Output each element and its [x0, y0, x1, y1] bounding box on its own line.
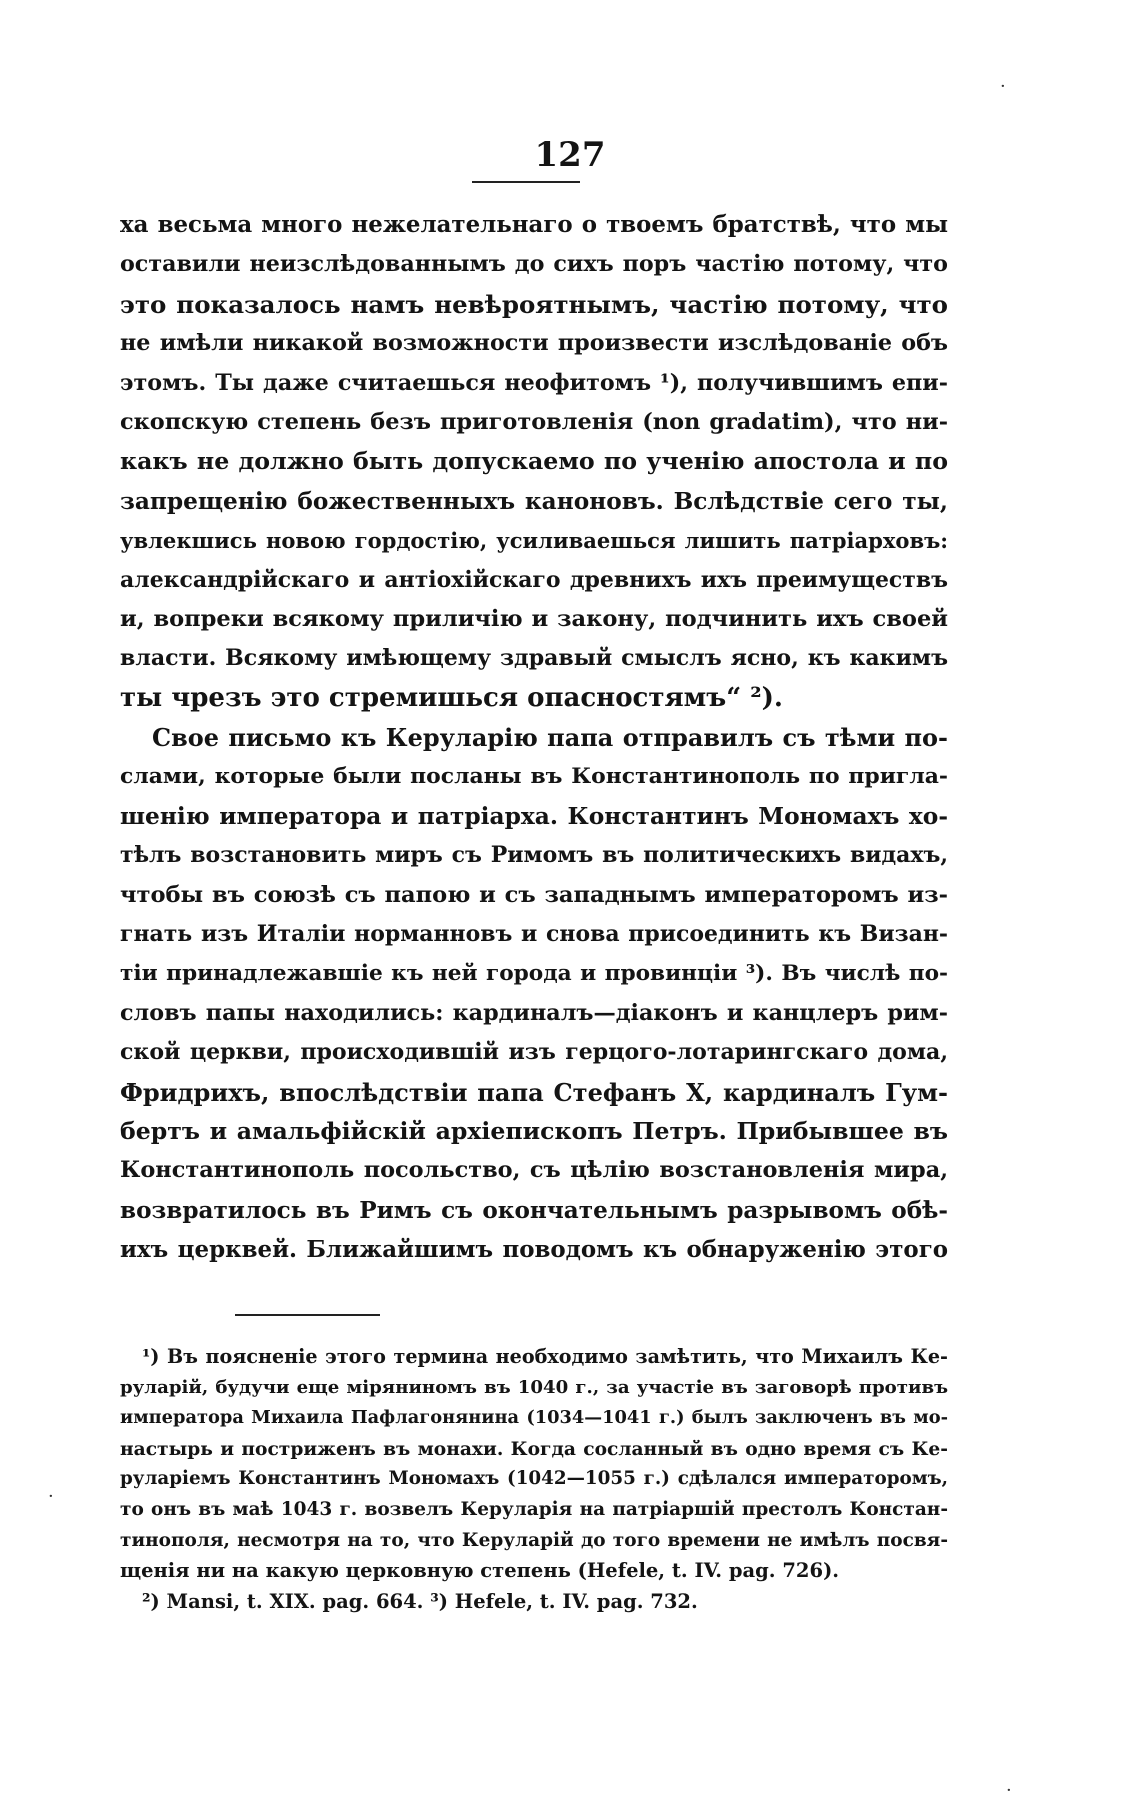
- footnote-line: руларій, будучи еще міряниномъ въ 1040 г., за участіе въ заговорѣ противъ: [120, 1376, 948, 1398]
- page-number-rule: [472, 181, 580, 183]
- text-line: какъ не должно быть допускаемо по ученію апостола и по: [120, 447, 948, 476]
- text-line: бертъ и амальфійскій архіепископъ Петръ. Прибывшее въ: [120, 1116, 948, 1145]
- text-line: словъ папы находились: кардиналъ—діаконъ и канцлеръ рим-: [120, 999, 948, 1026]
- text-line: слами, которые были посланы въ Константинополь по пригла-: [120, 763, 948, 790]
- text-line: ха весьма много нежелательнаго о твоемъ братствѣ, что мы: [120, 212, 948, 238]
- footnote-line: настырь и постриженъ въ монахи. Когда сосланный въ одно время съ Ке-: [120, 1437, 948, 1460]
- footnote-line: ²) Mansi, t. XIX. pag. 664. ³) Hefele, t. IV. pag. 732.: [142, 1589, 698, 1613]
- footnote-line: руларіемъ Константинъ Мономахъ (1042—1055 г.) сдѣлался императоромъ,: [120, 1468, 948, 1490]
- main-text: [120, 206, 948, 1270]
- text-line: Фридрихъ, впослѣдствіи папа Стефанъ X, кардиналъ Гум-: [120, 1077, 948, 1107]
- footnote-line: щенія ни на какую церковную степень (Hefele, t. IV. pag. 726).: [120, 1559, 840, 1583]
- text-line: ихъ церквей. Ближайшимъ поводомъ къ обнаруженію этого: [120, 1236, 948, 1264]
- text-line: ты чрезъ это стремишься опасностямъ“ ²).: [120, 682, 783, 713]
- text-line: ской церкви, происходившій изъ герцого-лотарингскаго дома,: [120, 1039, 948, 1066]
- text-line: Константинополь посольство, съ цѣлію возстановленія мира,: [120, 1157, 948, 1184]
- text-line: гнать изъ Италіи норманновъ и снова присоединить къ Визан-: [120, 921, 948, 948]
- margin-speck: ·: [1000, 76, 1006, 97]
- text-line: этомъ. Ты даже считаешься неофитомъ ¹), получившимъ епи-: [120, 369, 948, 396]
- text-line: увлекшись новою гордостію, усиливаешься лишить патріарховъ:: [120, 528, 948, 554]
- footnote-line: тинополя, несмотря на то, что Керуларій до того времени не имѣлъ посвя-: [120, 1529, 948, 1551]
- text-line: оставили неизслѣдованнымъ до сихъ поръ частію потому, что: [120, 251, 948, 278]
- text-line: Свое письмо къ Керуларію папа отправилъ съ тѣми по-: [152, 723, 948, 753]
- text-line: не имѣли никакой возможности произвести изслѣдованіе объ: [120, 330, 948, 357]
- text-line: это показалось намъ невѣроятнымъ, частію потому, что: [120, 289, 948, 319]
- footnotes: [120, 1342, 948, 1617]
- text-line: власти. Всякому имѣющему здравый смыслъ ясно, къ какимъ: [120, 645, 948, 672]
- footnote-line: императора Михаила Пафлагонянина (1034—1041 г.) былъ заключенъ въ мо-: [120, 1407, 948, 1429]
- margin-speck: ·: [1006, 1780, 1012, 1801]
- text-line: запрещенію божественныхъ каноновъ. Вслѣдствіе сего ты,: [120, 487, 948, 515]
- text-line: и, вопреки всякому приличію и закону, подчинить ихъ своей: [120, 605, 948, 632]
- text-line: возвратилось въ Римъ съ окончательнымъ разрывомъ обѣ-: [120, 1196, 948, 1224]
- page-number: 127: [534, 135, 606, 175]
- text-line: скопскую степень безъ приготовленія (non gradatim), что ни-: [120, 408, 948, 435]
- text-line: тіи принадлежавшіе къ ней города и провинціи ³). Въ числѣ по-: [120, 961, 948, 987]
- margin-speck: ·: [48, 1486, 54, 1507]
- text-line: шенію императора и патріарха. Константинъ Мономахъ хо-: [120, 802, 948, 830]
- footnote-separator: [235, 1314, 380, 1316]
- text-line: тѣлъ возстановить миръ съ Римомъ въ политическихъ видахъ,: [120, 842, 948, 869]
- footnote-line: то онъ въ маѣ 1043 г. возвелъ Керуларія на патріаршій престолъ Констан-: [120, 1498, 948, 1520]
- text-line: александрійскаго и антіохійскаго древнихъ ихъ преимуществъ: [120, 566, 948, 593]
- footnote-line: ¹) Въ поясненіе этого термина необходимо замѣтить, что Михаилъ Ке-: [142, 1345, 948, 1368]
- text-line: чтобы въ союзѣ съ папою и съ западнымъ императоромъ из-: [120, 881, 948, 908]
